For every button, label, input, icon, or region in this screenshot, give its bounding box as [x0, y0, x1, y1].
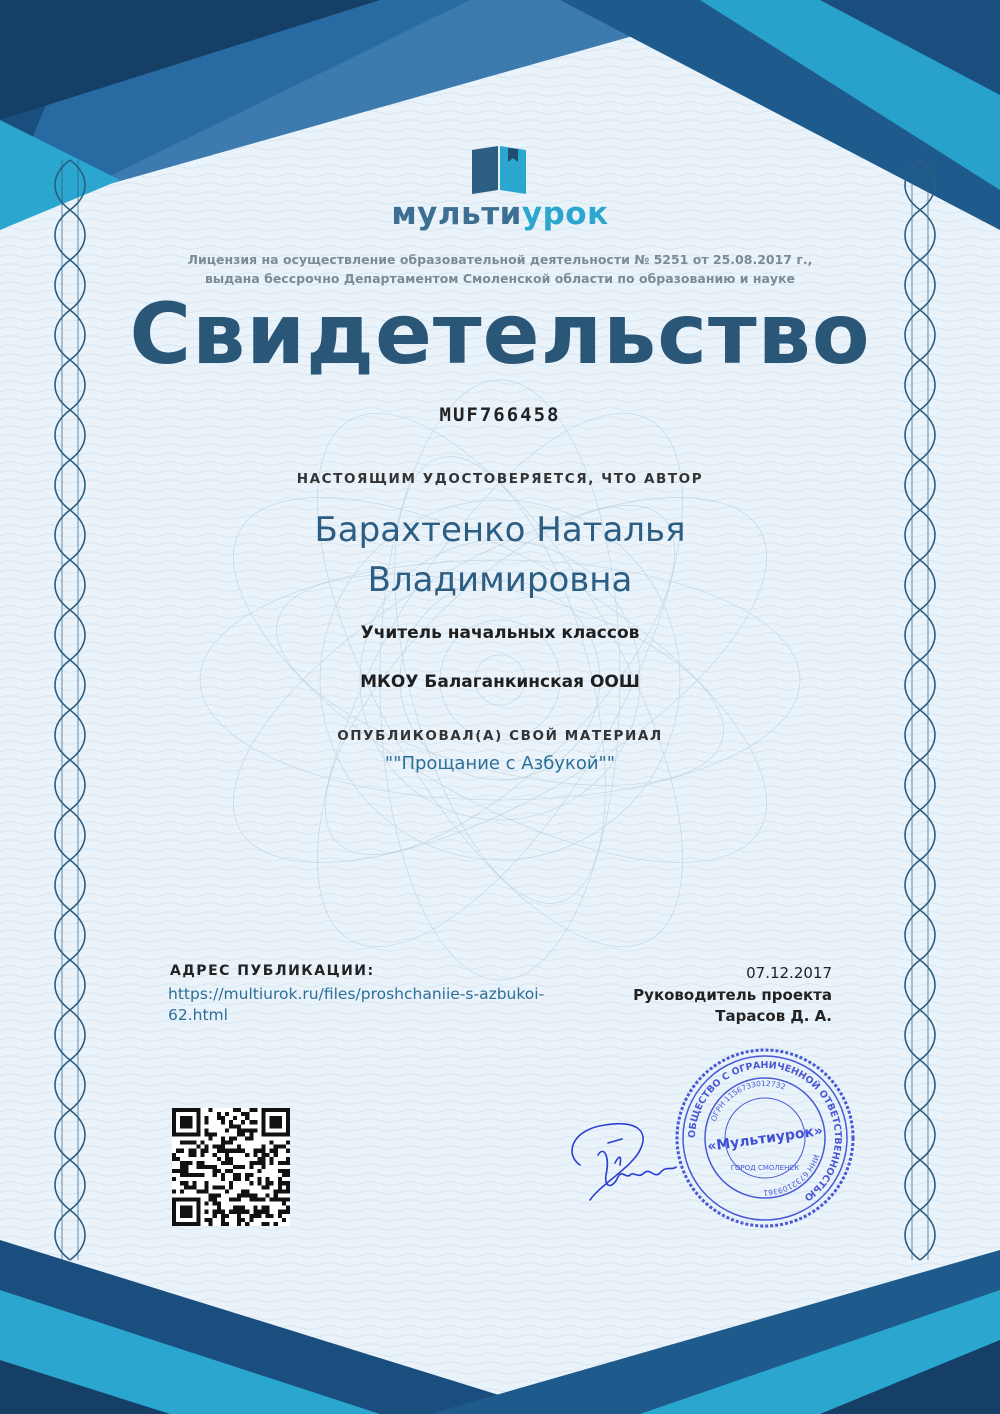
author-name	[0, 505, 1000, 605]
certificate-title: Свидетельство	[129, 285, 871, 383]
publication-url[interactable]	[168, 984, 618, 1026]
brand-name-part2: урок	[521, 196, 609, 232]
qr-code-icon[interactable]	[172, 1108, 290, 1226]
material-title: ""Прощание с Азбукой""	[384, 753, 616, 774]
stamp-city: ГОРОД СМОЛЕНСК	[730, 1164, 800, 1172]
signer-role: Руководитель проекта	[633, 985, 832, 1004]
signer-name: Тарасов Д. А.	[715, 1007, 832, 1025]
published-text: ОПУБЛИКОВАЛ(А) СВОЙ МАТЕРИАЛ	[337, 728, 663, 744]
publication-label: АДРЕС ПУБЛИКАЦИИ:	[170, 963, 375, 979]
certificate-id: MUF766458	[439, 404, 561, 426]
author-organization: МКОУ Балаганкинская ООШ	[360, 672, 640, 692]
stamp-seal-icon	[672, 1045, 858, 1231]
license-line-2: выдана бессрочно Департаментом Смоленской области по образованию и науке	[204, 271, 796, 286]
brand-name	[0, 196, 1000, 232]
stamp-ogrn: ОГРН 1156733012732	[708, 1078, 787, 1123]
stamp-ring-text: ОБЩЕСТВО С ОГРАНИЧЕННОЙ ОТВЕТСТВЕННОСТЬЮ	[686, 1059, 844, 1203]
attest-text: НАСТОЯЩИМ УДОСТОВЕРЯЕТСЯ, ЧТО АВТОР	[296, 471, 704, 487]
license-text	[0, 250, 1000, 288]
publication-url-line-2[interactable]: 62.html	[168, 1006, 228, 1024]
issue-date: 07.12.2017	[746, 964, 832, 982]
stamp-center-text: «Мультиурок»	[706, 1122, 824, 1156]
signoff-block	[633, 963, 832, 1028]
brand-name-part1: мульти	[391, 196, 522, 232]
author-name-line-1: Барахтенко Наталья	[314, 510, 686, 550]
author-name-line-2: Владимировна	[367, 560, 633, 600]
license-line-1: Лицензия на осуществление образовательной деятельности № 5251 от 25.08.2017 г.,	[187, 252, 813, 267]
stamp-inn: ИНН 6732109361	[763, 1153, 822, 1198]
publication-url-line-1[interactable]: https://multiurok.ru/files/proshchaniie-s-azbukoi-	[168, 985, 545, 1003]
author-position: Учитель начальных классов	[360, 623, 640, 643]
